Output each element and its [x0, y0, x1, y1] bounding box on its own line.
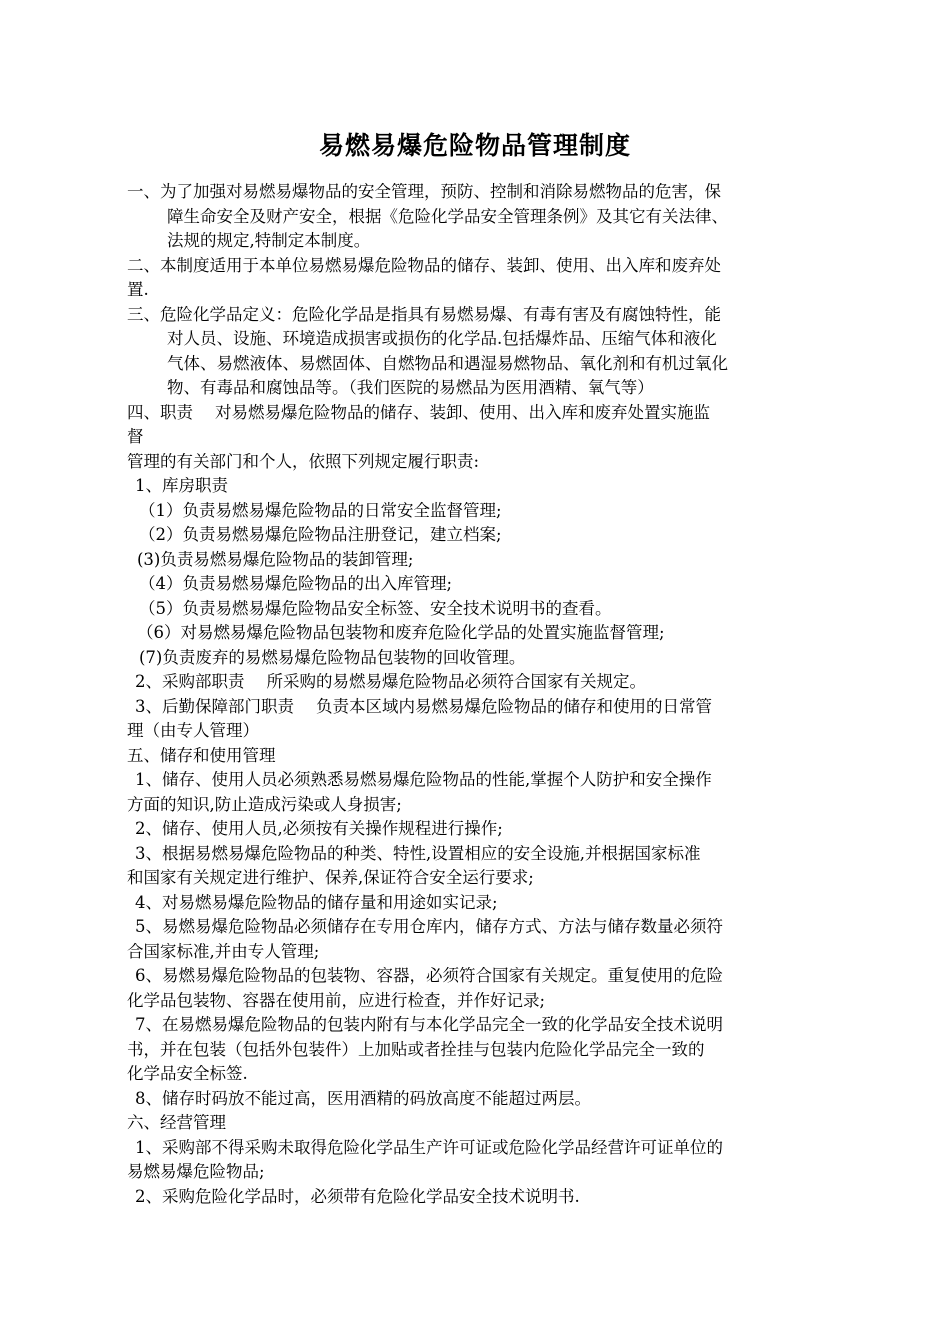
text-line: 督: [127, 427, 144, 446]
text-line: 二、本制度适用于本单位易燃易爆危险物品的储存、装卸、使用、出入库和废弃处: [127, 255, 721, 275]
text-line: （1）负责易燃易爆危险物品的日常安全监督管理;: [139, 500, 502, 520]
text-line: 三、危险化学品定义：危险化学品是指具有易燃易爆、有毒有害及有腐蚀特性，能: [127, 304, 721, 324]
text-line: 5、易燃易爆危险物品必须储存在专用仓库内，储存方式、方法与储存数量必须符: [135, 917, 723, 936]
text-line: 方面的知识,防止造成污染或人身损害;: [127, 794, 402, 814]
text-line: 3、根据易燃易爆危险物品的种类、特性,设置相应的安全设施,并根据国家标准: [135, 843, 701, 863]
text-line: 障生命安全及财产安全，根据《危险化学品安全管理条例》及其它有关法律、: [167, 206, 728, 226]
text-line: 8、储存时码放不能过高，医用酒精的码放高度不能超过两层。: [135, 1088, 591, 1108]
text-line: 易燃易爆危险物品;: [127, 1162, 265, 1181]
section-text: 对易燃易爆危险物品的储存、装卸、使用、出入库和废弃处置实施监: [215, 402, 710, 422]
section-heading: 四、职责: [127, 402, 193, 422]
text-line: （2）负责易燃易爆危险物品注册登记，建立档案;: [139, 525, 502, 544]
text-line: 书，并在包装（包括外包装件）上加贴或者拴挂与包装内危险化学品完全一致的: [127, 1039, 705, 1059]
text-line: 法规的规定,特制定本制度。: [167, 231, 371, 250]
text-line: 管理的有关部门和个人，依照下列规定履行职责:: [127, 451, 480, 471]
document-body: [127, 180, 827, 1209]
text-line: 理（由专人管理）: [127, 721, 259, 740]
text-line: 六、经营管理: [127, 1113, 226, 1132]
text-line: （5）负责易燃易爆危险物品安全标签、安全技术说明书的查看。: [139, 598, 612, 618]
text-line: (7)负责废弃的易燃易爆危险物品包装物的回收管理。: [139, 647, 526, 667]
text-line: 4、对易燃易爆危险物品的储存量和用途如实记录;: [135, 892, 498, 912]
text-line: 1、采购部不得采购未取得危险化学品生产许可证或危险化学品经营许可证单位的: [135, 1137, 723, 1157]
subsection-heading: 3、后勤保障部门职责: [135, 696, 294, 716]
subsection-text: 负责本区域内易燃易爆危险物品的储存和使用的日常管: [316, 696, 712, 716]
text-line: [127, 401, 827, 426]
subsection-text: 所采购的易燃易爆危险物品必须符合国家有关规定。: [266, 672, 646, 691]
text-line: 2、采购危险化学品时，必须带有危险化学品安全技术说明书.: [135, 1186, 580, 1206]
text-line: 置.: [127, 280, 149, 299]
text-line: 2、储存、使用人员,必须按有关操作规程进行操作;: [135, 819, 503, 838]
text-line: 和国家有关规定进行维护、保养,保证符合安全运行要求;: [127, 868, 534, 887]
text-line: 气体、易燃液体、易燃固体、自燃物品和遇湿易燃物品、氧化剂和有机过氧化: [167, 353, 728, 373]
text-line: 对人员、设施、环境造成损害或损伤的化学品.包括爆炸品、压缩气体和液化: [167, 329, 717, 348]
text-line: 物、有毒品和腐蚀品等。（我们医院的易燃品为医用酒精、氧气等）: [167, 378, 654, 397]
text-line: 五、储存和使用管理: [127, 745, 276, 765]
text-line: [127, 670, 827, 695]
text-line: 化学品包装物、容器在使用前，应进行检查，并作好记录;: [127, 990, 546, 1010]
text-line: （6）对易燃易爆危险物品包装物和废弃危险化学品的处置实施监督管理;: [137, 623, 665, 642]
text-line: 一、为了加强对易燃易爆物品的安全管理，预防、控制和消除易燃物品的危害，保: [127, 182, 721, 201]
text-line: 1、储存、使用人员必须熟悉易燃易爆危险物品的性能,掌握个人防护和安全操作: [135, 770, 712, 789]
text-line: 化学品安全标签.: [127, 1064, 248, 1083]
text-line: 合国家标准,并由专人管理;: [127, 941, 320, 961]
text-line: [127, 695, 827, 720]
subsection-heading: 2、采购部职责: [135, 672, 245, 691]
text-line: 1、库房职责: [135, 476, 228, 495]
text-line: (3)负责易燃易爆危险物品的装卸管理;: [137, 549, 414, 569]
text-line: 6、易燃易爆危险物品的包装物、容器，必须符合国家有关规定。重复使用的危险: [135, 966, 723, 985]
text-line: 7、在易燃易爆危险物品的包装内附有与本化学品完全一致的化学品安全技术说明: [135, 1015, 723, 1034]
document-title: 易燃易爆危险物品管理制度: [318, 131, 631, 160]
text-line: （4）负责易燃易爆危险物品的出入库管理;: [139, 574, 453, 593]
